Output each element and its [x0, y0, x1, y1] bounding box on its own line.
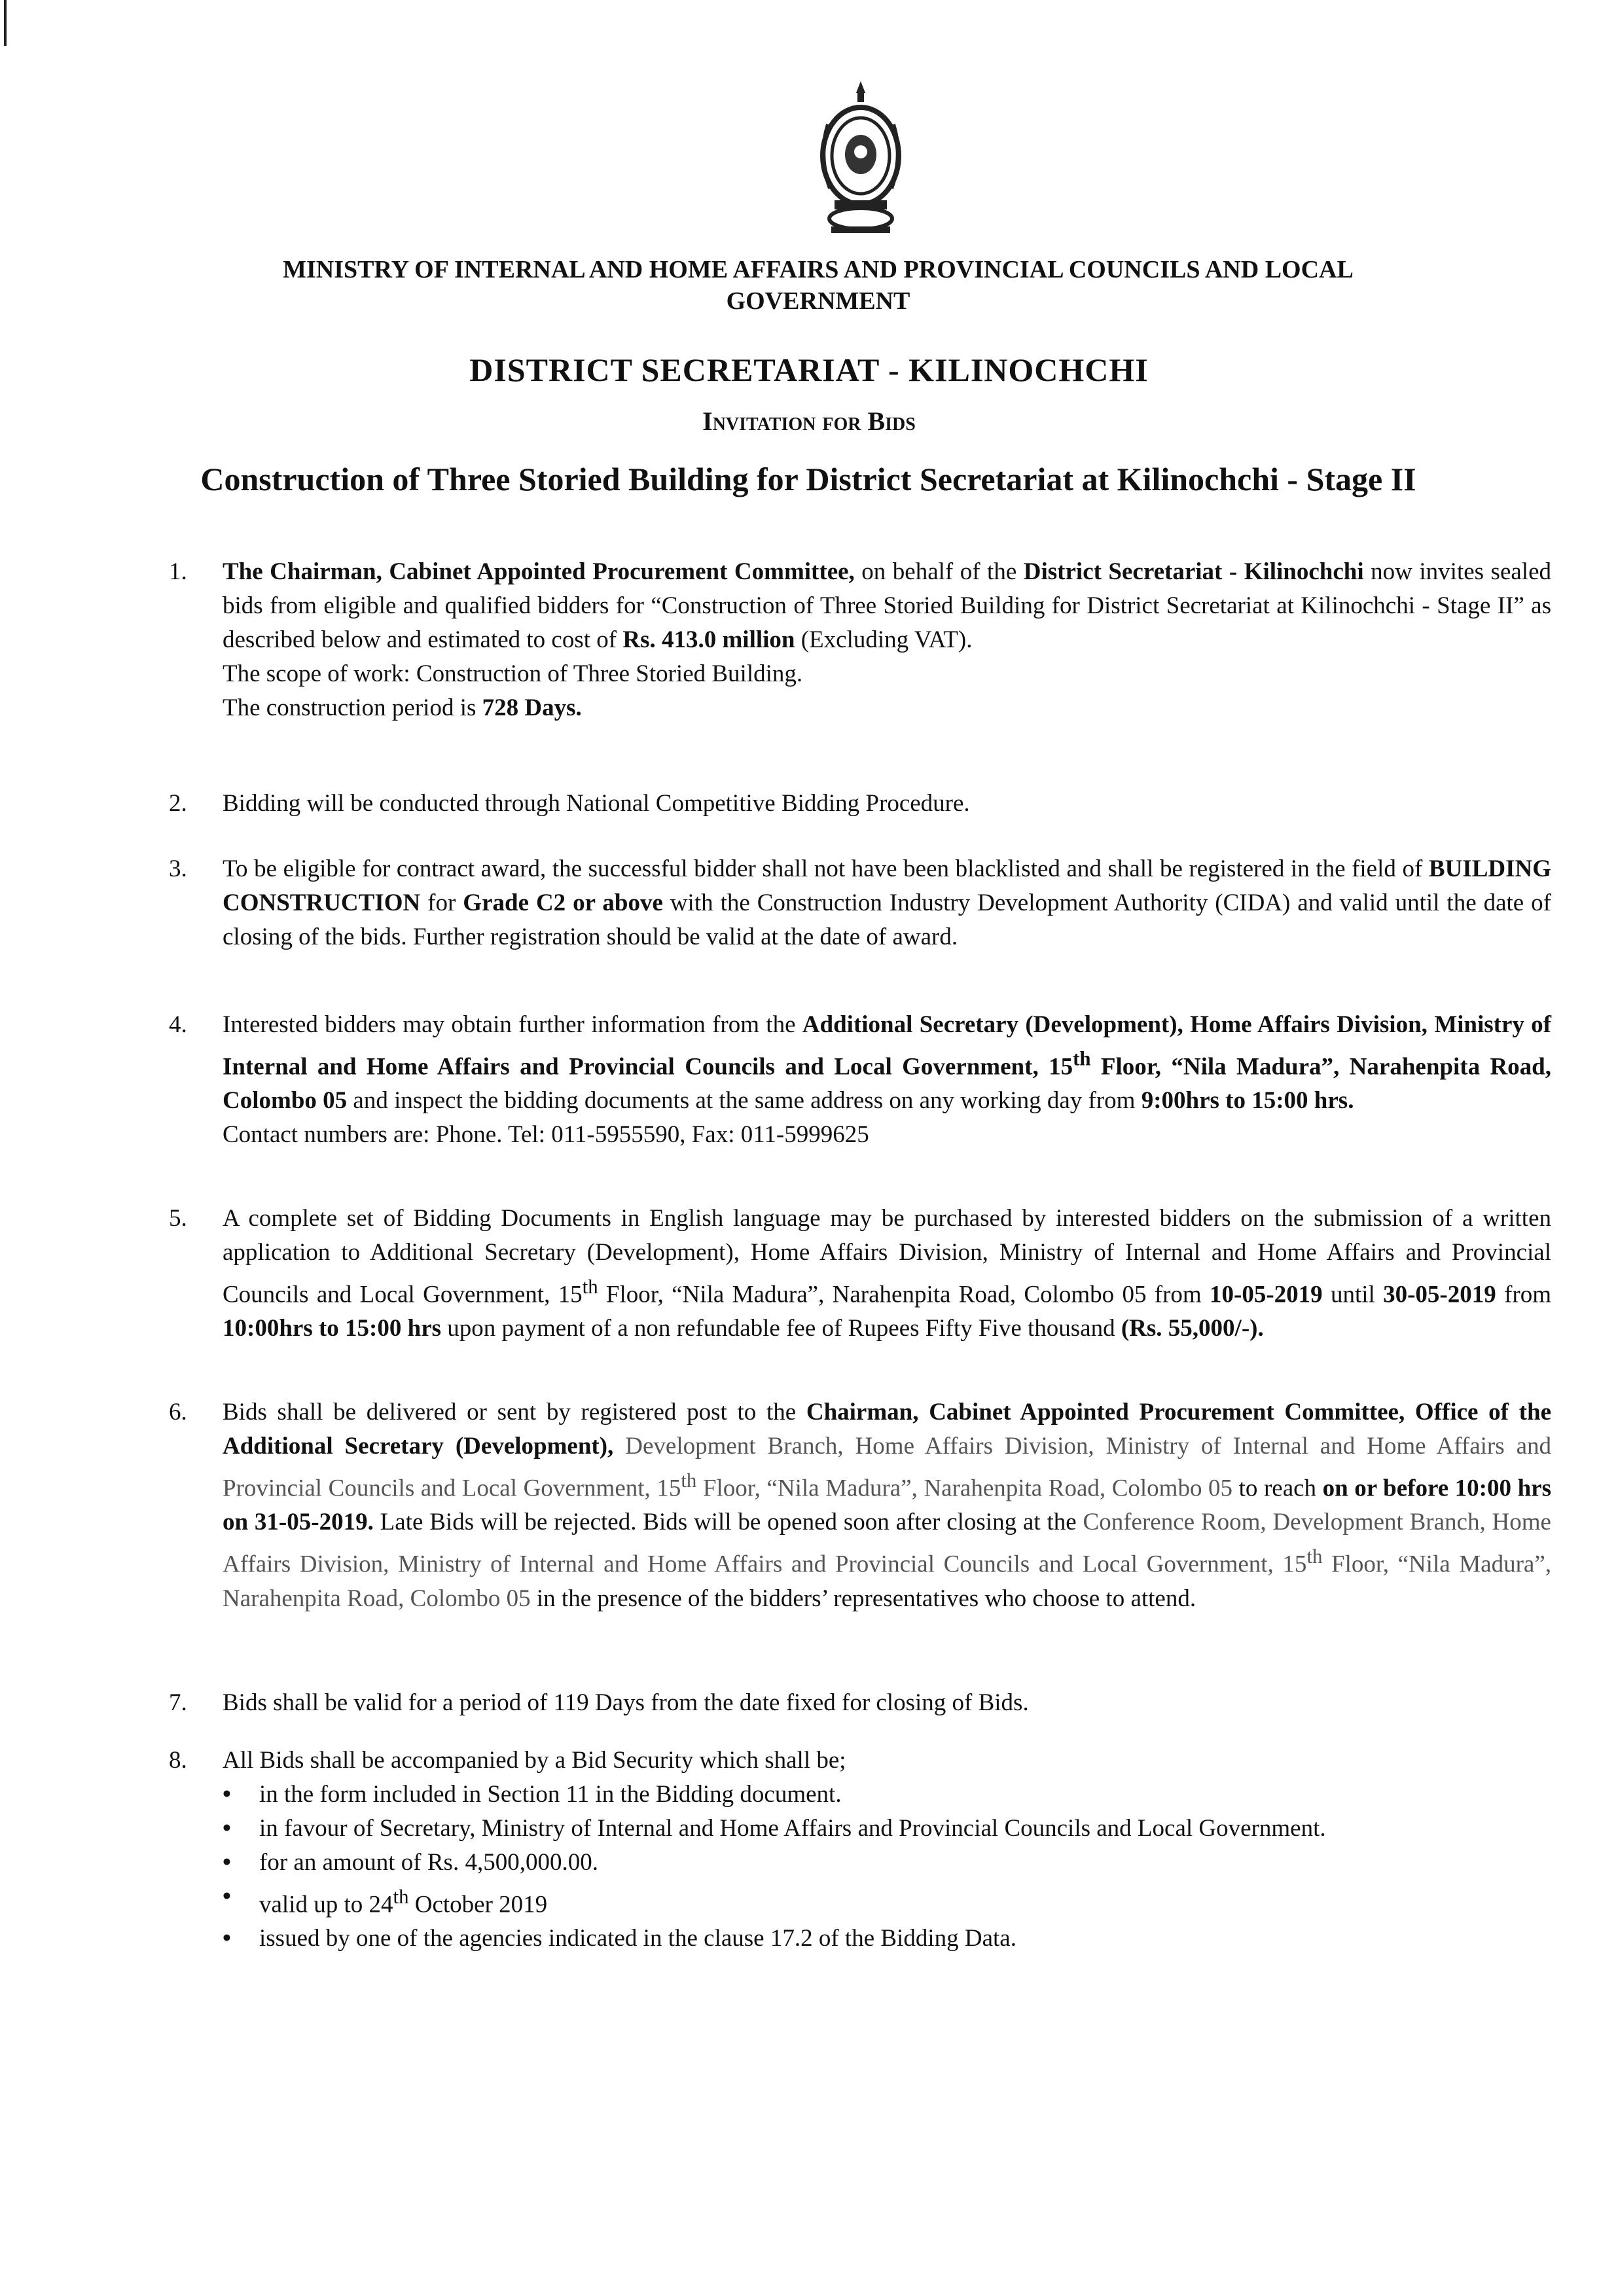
list-item-text: issued by one of the agencies indicated in the clause 17.2 of the Bidding Data.	[259, 1925, 1016, 1952]
bullet-icon: •	[223, 1883, 231, 1910]
clause-7	[157, 1686, 1029, 1720]
bold-text: Chairman, Cabinet Appointed Procurement Committee, Office of the Additional Secretary (Development),	[223, 1399, 1551, 1460]
text: for	[420, 889, 463, 916]
clause-number: 1.	[169, 558, 187, 585]
list-item	[223, 1880, 1617, 1922]
clause-number: 8.	[169, 1747, 187, 1774]
text: Conference Room, Development Branch, Home Affairs Division, Ministry of Internal and Home Affairs and Provincial Councils and Local Government, 15	[223, 1509, 1551, 1578]
clause-2	[157, 787, 970, 821]
text: The construction period is	[223, 694, 482, 721]
text: upon payment of a non refundable fee of Rupees Fifty Five thousand	[441, 1315, 1121, 1342]
clause-text	[223, 1202, 1551, 1346]
list-item-text: October 2019	[408, 1891, 548, 1918]
superscript: th	[393, 1886, 409, 1908]
text: now invites sealed bids from eligible and qualified bidders for “Construction of Three Storied Building for District Secretariat at Kilinochchi - Stage II” as described below and estimated to cost of	[223, 558, 1551, 653]
clause-text	[223, 852, 1551, 954]
bullet-icon: •	[223, 1815, 231, 1842]
bold-text: Additional Secretary (Development), Home Affairs Division, Ministry of Internal and Home Affairs and Provincial Councils and Local Government, 15	[223, 1011, 1552, 1081]
list-item-text: in favour of Secretary, Ministry of Internal and Home Affairs and Provincial Councils and Local Government.	[259, 1815, 1326, 1842]
contact-line: Contact numbers are: Phone. Tel: 011-5955590, Fax: 011-5999625	[223, 1121, 869, 1149]
clause-text	[223, 1008, 1551, 1118]
text: To be eligible for contract award, the successful bidder shall not have been blacklisted and shall be registered in the field of	[223, 855, 1429, 882]
clause-6	[157, 1395, 1551, 1616]
bold-text: 30-05-2019	[1383, 1281, 1496, 1308]
text: from	[1496, 1281, 1551, 1308]
clause-text: Bids shall be valid for a period of 119 Days from the date fixed for closing of Bids.	[223, 1689, 1029, 1716]
text: A complete set of Bidding Documents in English language may be purchased by interested bidders on the submission of a written application to Additional Secretary (Development), Home Affairs Division, Ministry of Internal and Home Affairs and Provincial Councils and Local Government, 15	[223, 1205, 1551, 1308]
clause-3	[157, 852, 1551, 954]
bullet-icon: •	[223, 1781, 231, 1808]
bold-text: on or before 10:00 hrs on 31-05-2019.	[223, 1475, 1551, 1536]
bold-text: BUILDING CONSTRUCTION	[223, 855, 1551, 916]
bullet-icon: •	[223, 1849, 231, 1876]
bold-text: (Rs. 55,000/-).	[1121, 1315, 1264, 1342]
clause-number: 2.	[169, 790, 187, 817]
list-item-text: in the form included in Section 11 in the Bidding document.	[259, 1781, 842, 1808]
list-item-text: for an amount of Rs. 4,500,000.00.	[259, 1849, 598, 1876]
clause-8	[157, 1744, 846, 1778]
list-item	[223, 1812, 1617, 1846]
list-item	[223, 1922, 1617, 1956]
bold-text: District Secretariat - Kilinochchi	[1023, 558, 1364, 585]
district-heading: DISTRICT SECRETARIAT - KILINOCHCHI	[469, 351, 1149, 388]
bold-text: 10-05-2019	[1210, 1281, 1323, 1308]
bold-text: Rs. 413.0 million	[622, 626, 795, 653]
text: Interested bidders may obtain further information from the	[223, 1011, 802, 1038]
text: on behalf of the	[854, 558, 1024, 585]
bold-text: The Chairman, Cabinet Appointed Procurement Committee,	[223, 558, 855, 585]
text: to reach	[1232, 1475, 1323, 1502]
text: in the presence of the bidders’ representatives who choose to attend.	[530, 1585, 1196, 1612]
bold-text: 9:00hrs to 15:00 hrs.	[1141, 1087, 1354, 1115]
clause-text	[223, 1395, 1551, 1616]
text: and inspect the bidding documents at the same address on any working day from	[347, 1087, 1142, 1115]
text: until	[1322, 1281, 1384, 1308]
clause-number: 6.	[169, 1399, 187, 1426]
clause-text: All Bids shall be accompanied by a Bid Security which shall be;	[223, 1747, 846, 1774]
clause-5	[157, 1202, 1551, 1346]
clause-1	[157, 555, 1551, 725]
scan-mark	[4, 0, 7, 46]
scope-line: The scope of work: Construction of Three Storied Building.	[223, 660, 803, 687]
clause-number: 5.	[169, 1205, 187, 1232]
sri-lanka-emblem-icon	[812, 79, 910, 236]
bold-text: Grade C2 or above	[463, 889, 663, 916]
list-item	[223, 1846, 1617, 1880]
ministry-heading: MINISTRY OF INTERNAL AND HOME AFFAIRS AND PROVINCIAL COUNCILS AND LOCAL GOVERNMENT	[283, 256, 1354, 315]
clause-text	[223, 555, 1551, 657]
bid-security-list	[157, 1778, 1617, 1956]
bold-text: 10:00hrs to 15:00 hrs	[223, 1315, 442, 1342]
superscript: th	[681, 1469, 697, 1492]
superscript: th	[582, 1276, 598, 1298]
notice-type: Invitation for Bids	[702, 406, 916, 436]
period-line	[223, 691, 1551, 725]
clause-text: Bidding will be conducted through National Competitive Bidding Procedure.	[223, 790, 970, 817]
text: (Excluding VAT).	[795, 626, 973, 653]
text: Floor, “Nila Madura”, Narahenpita Road, Colombo 05 from	[598, 1281, 1210, 1308]
list-item	[223, 1778, 1617, 1812]
project-title: Construction of Three Storied Building for District Secretariat at Kilinochchi - Stage II	[200, 461, 1416, 497]
text: with the Construction Industry Development Authority (CIDA) and valid until the date of closing of the bids. Further registration should be valid at the date of award.	[223, 889, 1551, 950]
text: Late Bids will be rejected. Bids will be opened soon after closing at the	[373, 1509, 1083, 1536]
clause-number: 4.	[169, 1011, 187, 1038]
text: Floor, “Nila Madura”, Narahenpita Road, Colombo 05	[223, 1551, 1552, 1612]
clause-4	[157, 1008, 1551, 1152]
text: Floor, “Nila Madura”, Narahenpita Road, Colombo 05	[696, 1475, 1233, 1502]
bullet-icon: •	[223, 1925, 231, 1952]
clause-number: 3.	[169, 855, 187, 882]
superscript: th	[1306, 1545, 1323, 1568]
clause-number: 7.	[169, 1689, 187, 1716]
bold-text: Floor, “Nila Madura”, Narahenpita Road, Colombo 05	[223, 1053, 1551, 1115]
list-item-text: valid up to 24	[259, 1891, 393, 1918]
bold-text: 728 Days.	[482, 694, 582, 721]
text: Bids shall be delivered or sent by registered post to the	[223, 1399, 806, 1426]
text: Development Branch, Home Affairs Division, Ministry of Internal and Home Affairs and Provincial Councils and Local Government, 15	[223, 1433, 1551, 1502]
superscript: th	[1073, 1048, 1091, 1070]
